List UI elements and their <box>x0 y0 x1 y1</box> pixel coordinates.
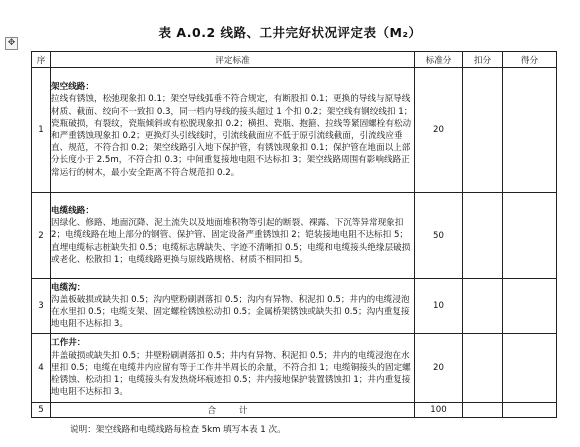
section-text: 因绿化、修路、地面沉降、泥土流失以及地面堆积物等引起的断裂、裸露、下沉等异常现象扣 2；电缆线路在地上部分的钢管、保护管、固定设备严重锈蚀扣 2；铠装接地电阻不达标扣 5；直埋电缆标志桩缺失扣 0.5；电缆标志牌缺失、字迹不清晰扣 0.5；电缆和电缆接头绝缘层破损或老化、松散扣 1；电缆线路更换与原线路规格、材质不相同扣 5。 <box>51 218 411 265</box>
section-text: 沟盖板破损或缺失扣 0.5；沟内壁粉刷剥落扣 0.5；沟内有异物、积泥扣 0.5；井内的电缆浸泡在水里扣 0.5；电缆支架、固定螺栓锈蚀松动扣 0.5；金属桥架锈蚀或缺失扣 0.5；沟内重复接地电阻不达标扣 3。 <box>51 294 410 330</box>
total-row <box>32 403 557 418</box>
table-row <box>32 193 557 279</box>
criteria-cell[interactable] <box>51 279 415 334</box>
header-criteria: 评定标准 <box>51 52 415 68</box>
score-cell[interactable] <box>503 68 557 193</box>
section-text: 井盖破损或缺失扣 0.5；井壁粉刷剥落扣 0.5；井内有异物、积泥扣 0.5；井内的电缆浸泡在水里扣 0.5；电缆在电缆井内应留有等于工作井半周长的余量，不符合扣 1；电缆铜接头的固定螺栓锈蚀、松动扣 1；电缆接头有发热烧坏痕迹扣 0.5；井内接地保护装置锈蚀扣 1；井内重复接地电阻不达标扣 3。 <box>51 350 411 398</box>
table-move-handle-icon[interactable]: ✥ <box>5 37 18 50</box>
total-number: 5 <box>32 403 51 418</box>
section-text: 拉线有锈蚀，松弛现象扣 0.1；架空导线弧垂不符合规定，有断股扣 0.1；更换的导线与原导线材质、截面、绞向不一致扣 0.3，同一档内导线的接头超过 1 个扣 0.2；架空线有钢绞线扣 1；瓷瓶破损，有裂纹，瓷瓶倾斜或有松脱现象扣 0.2；横担、瓷瓶、抱箍、拉线等紧固螺栓有松动和严重锈蚀现象扣 0.2；更换灯头引线线时，引流线截面应不低于原引流线截面，引流线应垂直、规范，不符合扣 0.2；架空线路引入地下保护管，有锈蚀现象扣 0.1；保护管在地面以上部分长度小于 2.5m，不符合扣 0.3；中间重复接地电阻不达标扣 3；架空线路周围有影响线路正常运行的树木，最小安全距离不符合规范扣 0.2。 <box>51 94 413 178</box>
table-note: 说明：架空线路和电缆线路每检查 5km 填写本表 1 次。 <box>70 425 286 435</box>
row-number: 2 <box>32 193 51 279</box>
standard-score: 20 <box>415 334 463 403</box>
section-title: 工作井： <box>51 338 86 349</box>
section-title: 电缆沟： <box>51 282 86 293</box>
standard-score: 10 <box>415 279 463 334</box>
evaluation-table <box>31 51 557 418</box>
row-number: 4 <box>32 334 51 403</box>
deduct-cell[interactable] <box>463 68 503 193</box>
deduct-cell[interactable] <box>463 279 503 334</box>
total-score-cell[interactable] <box>503 403 557 418</box>
row-number: 1 <box>32 68 51 193</box>
total-label: 合 计 <box>51 403 415 418</box>
table-row <box>32 279 557 334</box>
criteria-cell[interactable] <box>51 68 415 193</box>
header-deduct: 扣分 <box>463 52 503 68</box>
table-title: 表 A.0.2 线路、工井完好状况评定表（M₂） <box>158 25 422 40</box>
standard-score: 50 <box>415 193 463 279</box>
deduct-cell[interactable] <box>463 193 503 279</box>
header-score: 得分 <box>503 52 557 68</box>
score-cell[interactable] <box>503 193 557 279</box>
header-row <box>32 52 557 68</box>
table-row <box>32 334 557 403</box>
criteria-cell[interactable] <box>51 334 415 403</box>
header-standard: 标准分 <box>415 52 463 68</box>
row-number: 3 <box>32 279 51 334</box>
score-cell[interactable] <box>503 279 557 334</box>
deduct-cell[interactable] <box>463 334 503 403</box>
header-no: 序 <box>32 52 51 68</box>
section-title: 电缆线路： <box>51 205 94 216</box>
standard-score: 20 <box>415 68 463 193</box>
total-deduct-cell[interactable] <box>463 403 503 418</box>
table-row <box>32 68 557 193</box>
criteria-cell[interactable] <box>51 193 415 279</box>
score-cell[interactable] <box>503 334 557 403</box>
total-standard-score: 100 <box>415 403 463 418</box>
section-title: 架空线路： <box>51 82 94 93</box>
